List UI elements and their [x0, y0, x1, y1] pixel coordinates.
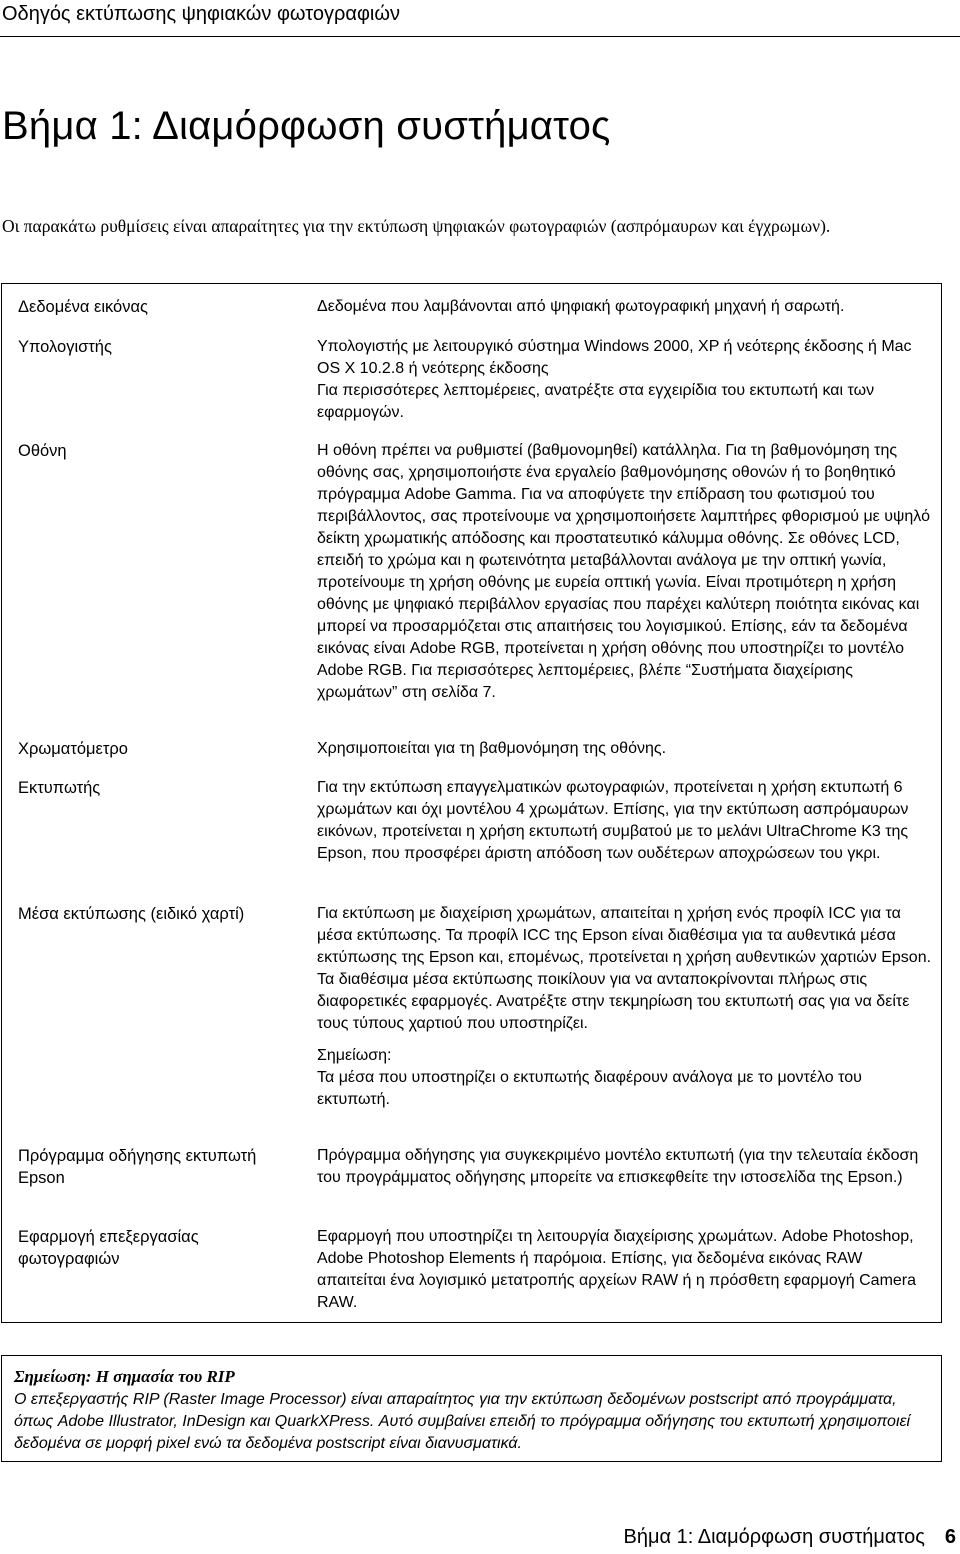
description-text: Για περισσότερες λεπτομέρειες, ανατρέξτε στα εγχειρίδια του εκτυπωτή και των εφαρμογών. — [317, 382, 875, 421]
requirement-description — [317, 903, 935, 1111]
page-footer — [624, 1524, 956, 1550]
note-body: Ο επεξεργαστής RIP (Raster Image Processor) είναι απαραίτητος για την εκτύπωση δεδομένων postscript από προγράμματα, όπως Adobe Illustrator, InDesign και QuarkXPress. Αυτό συμβαίνει επειδή το πρόγραμμα οδήγησης του εκτυπωτή χρησιμοποιεί δεδομένα σε μορφή pixel ενώ τα δεδομένα postscript είναι διανυσματικά. — [14, 1391, 911, 1452]
description-text: Δεδομένα που λαμβάνονται από ψηφιακή φωτογραφική μηχανή ή σαρωτή. — [317, 298, 845, 315]
page-number: 6 — [944, 1526, 956, 1548]
requirement-description — [317, 440, 935, 704]
running-header: Οδηγός εκτύπωσης ψηφιακών φωτογραφιών — [2, 3, 400, 25]
description-text: Για την εκτύπωση επαγγελματικών φωτογραφιών, προτείνεται η χρήση εκτυπωτή 6 χρωμάτων και όχι μοντέλου 4 χρωμάτων. Επίσης, για την εκτύπωση ασπρόμαυρων εικόνων, προτείνεται η χρήση εκτυπωτή συμβατού με το μελάνι UltraChrome K3 της Epson, που προσφέρει άριστη απόδοση των ουδέτερων αποχρώσεων του γκρι. — [317, 779, 909, 862]
requirement-description — [317, 296, 935, 318]
description-text: Για εκτύπωση με διαχείριση χρωμάτων, απαιτείται η χρήση ενός προφίλ ICC για τα μέσα εκτύπωσης. Τα προφίλ ICC της Epson είναι διαθέσιμα για τα αυθεντικά μέσα εκτύπωσης της Epson και, επομένως, προτείνεται η χρήση αυθεντικών χαρτιών Epson. Τα διαθέσιμα μέσα εκτύπωσης ποικίλουν για να ανταποκρίνονται πλήρως στις διαφορετικές εφαρμογές. Ανατρέξτε στην τεκμηρίωση του εκτυπωτή σας για να δείτε τους τύπους χαρτιού που υποστηρίζει. — [317, 905, 932, 1032]
requirement-description — [317, 738, 935, 760]
requirement-label: Υπολογιστής — [18, 338, 112, 356]
note-label: Σημείωση: — [317, 1047, 392, 1064]
requirement-description — [317, 777, 935, 865]
requirement-description — [317, 336, 935, 424]
description-text: Η οθόνη πρέπει να ρυθμιστεί (βαθμονομηθεί) κατάλληλα. Για τη βαθμονόμηση της οθόνης σας, χρησιμοποιήστε ένα εργαλείο βαθμονόμησης οθονών ή το βοηθητικό πρόγραμμα Adobe Gamma. Για να αποφύγετε την επίδραση του φωτισμού του περιβάλλοντος, σας προτείνουμε να χρησιμοποιήσετε λαμπτήρες φθορισμού με υψηλό δείκτη χρωματικής απόδοσης και προστατευτικό κάλυμμα οθόνης. Σε οθόνες LCD, επειδή το χρώμα και η φωτεινότητα μεταβάλλονται ανάλογα με την οπτική γωνία, προτείνουμε τη χρήση οθόνης με ευρεία οπτική γωνία. Είναι προτιμότερη η χρήση οθόνης με ψηφιακό περιβάλλον εργασίας που παρέχει καλύτερη ποιότητα εικόνας και μπορεί να προσαρμόζεται στις απαιτήσεις του λογισμικού. Επίσης, εάν τα δεδομένα εικόνας είναι Adobe RGB, προτείνεται η χρήση οθόνης που υποστηρίζει το μοντέλο Adobe RGB. Για περισσότερες λεπτομέρειες, βλέπε “Συστήματα διαχείρισης χρωμάτων” στη σελίδα 7. — [317, 442, 930, 701]
requirement-label: Χρωματόμετρο — [18, 740, 128, 758]
description-text: Υπολογιστής με λειτουργικό σύστημα Windows 2000, XP ή νεότερης έκδοσης ή Mac OS X 10.2.8 ή νεότερης έκδοσης — [317, 338, 912, 377]
page-title: Βήμα 1: Διαμόρφωση συστήματος — [2, 104, 611, 148]
description-text: Τα μέσα που υποστηρίζει ο εκτυπωτής διαφέρουν ανάλογα με το μοντέλο του εκτυπωτή. — [317, 1069, 862, 1108]
rip-note-box — [1, 1355, 942, 1462]
requirement-label: Μέσα εκτύπωσης (ειδικό χαρτί) — [18, 905, 245, 923]
requirement-label: Οθόνη — [18, 442, 67, 460]
description-text: Εφαρμογή που υποστηρίζει τη λειτουργία διαχείρισης χρωμάτων. Adobe Photoshop, Adobe Photoshop Elements ή παρόμοια. Επίσης, για δεδομένα εικόνας RAW απαιτείται ένα λογισμικό μετατροπής αρχείων RAW ή η πρόσθετη εφαρμογή Camera RAW. — [317, 1228, 917, 1311]
requirement-label: Πρόγραμμα οδήγησης εκτυπωτή Epson — [18, 1147, 257, 1187]
note-title: Σημείωση: Η σημασία του RIP — [14, 1367, 235, 1386]
requirement-description — [317, 1226, 935, 1314]
requirement-label: Εφαρμογή επεξεργασίας φωτογραφιών — [18, 1228, 199, 1268]
intro-paragraph: Οι παρακάτω ρυθμίσεις είναι απαραίτητες για την εκτύπωση ψηφιακών φωτογραφιών (ασπρόμαυρων και έγχρωμων). — [2, 216, 831, 236]
footer-section-title: Βήμα 1: Διαμόρφωση συστήματος — [623, 1526, 925, 1548]
requirement-label: Εκτυπωτής — [18, 779, 101, 797]
requirement-label: Δεδομένα εικόνας — [18, 298, 148, 316]
header-rule — [0, 36, 960, 37]
description-text: Πρόγραμμα οδήγησης για συγκεκριμένο μοντέλο εκτυπωτή (για την τελευταία έκδοση του προγράμματος οδήγησης μπορείτε να επισκεφθείτε την ιστοσελίδα της Epson.) — [317, 1147, 919, 1186]
description-text: Χρησιμοποιείται για τη βαθμονόμηση της οθόνης. — [317, 740, 667, 757]
requirements-table — [1, 283, 942, 1323]
requirement-description — [317, 1145, 935, 1189]
